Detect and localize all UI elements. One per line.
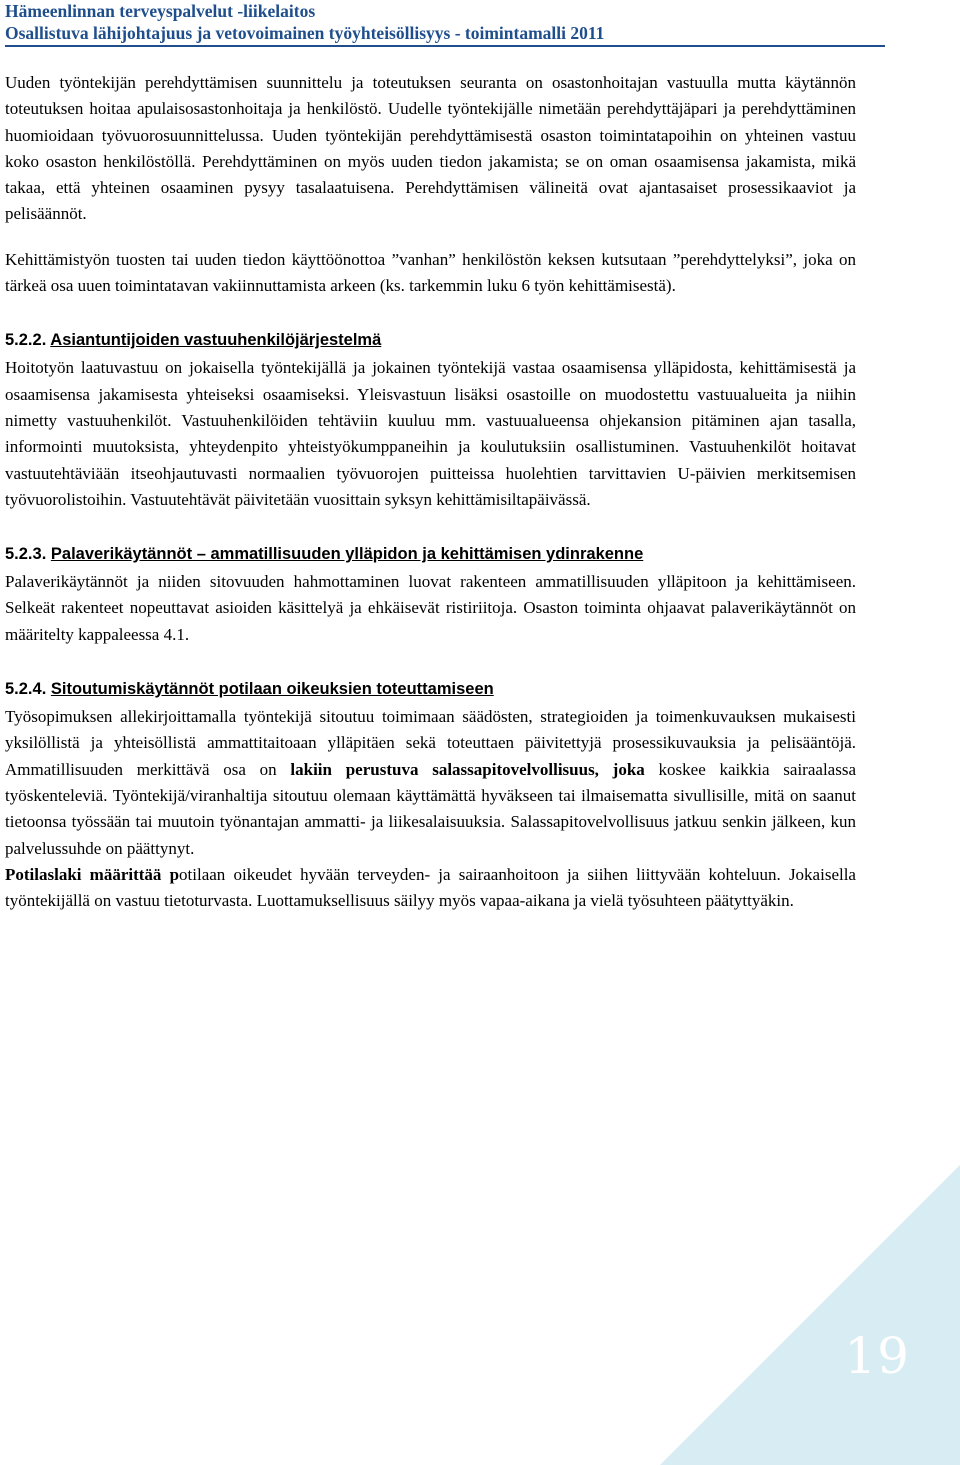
section-522-heading [5,329,856,351]
section-522-number: 5.2.2. [5,331,47,350]
section-523-number: 5.2.3. [5,545,47,564]
section-524-body [5,704,856,862]
organization-name: Hämeenlinnan terveyspalvelut -liikelaitos [5,1,316,21]
section-524-body-2 [5,862,856,915]
section-522-title: Asiantuntijoiden vastuuhenkilöjärjestelmä [50,331,382,350]
section-524-body-bold: lakiin perustuva salassapitovelvollisuus, joka [290,759,645,779]
section-523-heading [5,543,856,565]
section-524-heading [5,678,856,700]
section-524-number: 5.2.4. [5,680,47,699]
section-524-body-2-rest: otilaan oikeudet hyvään terveyden- ja sairaanhoitoon ja siihen liittyvään kohteluun. Jokaisella työntekijällä on vastuu tietoturvasta. Luottamuksellisuus säilyy myös vapaa-aikana ja vielä työsuhteen päätyttyäkin. [5,864,856,911]
document-body [5,70,856,933]
section-524-title: Sitoutumiskäytännöt potilaan oikeuksien toteuttamiseen [50,680,494,699]
page-number: 19 [844,1327,910,1385]
corner-decoration [660,1165,960,1465]
section-523-title: Palaverikäytännöt – ammatillisuuden ylläpidon ja kehittämisen ydinrakenne [50,545,644,564]
document-title: Osallistuva lähijohtajuus ja vetovoimainen työyhteisöllisyys - toimintamalli 2011 [5,22,885,47]
section-523-body: Palaverikäytännöt ja niiden sitovuuden hahmottaminen luovat rakenteen ammatillisuuden ylläpitoon ja kehittämiseen. Selkeät rakenteet nopeuttavat asioiden käsittelyä ja ehkäisevät ristiriitoja. Osaston toiminta ohjaavat palaverikäytännöt on määritelty kappaleessa 4.1. [5,572,856,644]
section-524-body-end: koskee kaikkia sairaalassa työskenteleviä. Työntekijä/viranhaltija sitoutuu olemaan käyttämättä hyväkseen tai ilmaisematta sivullisille, mitä on saanut tietoonsa työssään tai muutoin työnantajan ammatti- ja liikesalaisuuksia. Salassapitovelvollisuus jatkuu senkin jälkeen, kun palvelussuhde on päättynyt. [5,759,856,858]
section-524-body-2-bold: Potilaslaki määrittää p [5,864,180,884]
section-524-body-start: Työsopimuksen allekirjoittamalla työntekijä sitoutuu toimimaan säädösten, strategioiden ja toimenkuvauksen mukaisesti yksilöllistä ja yhteisöllistä ammattitaitoaan ylläpitäen sekä toteuttaen päivitettyjä prosessikuvauksia ja pelisääntöjä. Ammatillisuuden merkittävä osa on [5,707,856,779]
intro-paragraph-2: Kehittämistyön tuosten tai uuden tiedon käyttöönottoa ”vanhan” henkilöstön keksen kutsutaan ”perehdyttelyksi”, joka on tärkeä osa uuen toimintatavan vakiinnuttamista arkeen (ks. tarkemmin luku 6 työn kehittämisestä). [5,249,856,296]
intro-paragraph-1: Uuden työntekijän perehdyttämisen suunnittelu ja toteutuksen seuranta on osastonhoitajan vastuulla mutta käytännön toteutuksen hoitaa apulaisosastonhoitaja ja henkilöstö. Uudelle työntekijälle nimetään perehdyttäjäpari ja perehdyttäminen huomioidaan työvuorosuunnittelussa. Uuden työntekijän perehdyttämisestä osaston toimintatapoihin on yhteinen vastuu koko osaston henkilöstöllä. Perehdyttäminen on myös uuden tiedon jakamista; se on oman osaamisensa jakamista, mikä takaa, että yhteinen osaaminen pysyy tasalaatuisena. Perehdyttämisen välineitä ovat ajantasaiset prosessikaaviot ja pelisäännöt. [5,73,856,224]
page-header [5,0,885,47]
section-522-body: Hoitotyön laatuvastuu on jokaisella työntekijällä ja jokainen työntekijä vastaa osaamisensa ylläpidosta, kehittämisestä ja osaamisensa jakamisesta yhteiseksi osaamiseksi. Yleisvastuun lisäksi osastoille on muodostettu vastuualueita ja niihin nimetty vastuuhenkilöt. Vastuuhenkilöiden tehtäviin kuuluu mm. vastuualueensa ohjekansion pitäminen ajan tasalla, informointi muutoksista, yhteydenpito yhteistyökumppaneihin ja koulutuksiin osallistuminen. Vastuuhenkilöt hoitavat vastuutehtäviään itseohjautuvasti normaalien työvuorojen puitteissa huolehtien tarvittavien U-päivien merkitsemisen työvuorolistoihin. Vastuutehtävät päivitetään vuosittain syksyn kehittämisiltapäivässä. [5,358,856,509]
